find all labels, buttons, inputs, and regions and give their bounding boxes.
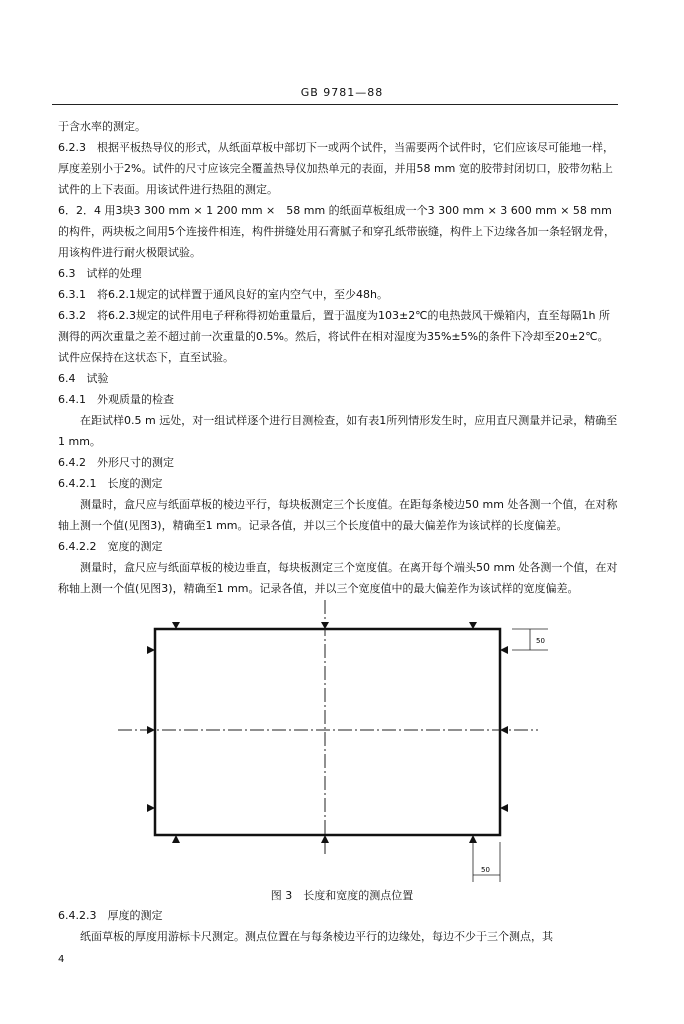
header-rule [52,104,618,105]
paragraph: 在距试样0.5 m 远处，对一组试样逐个进行目测检查，如有表1所列情形发生时，应用直尺测量并记录，精确至1 mm。 [58,414,618,448]
paragraph: 于含水率的测定。 [58,120,146,133]
paragraph: 测量时，盒尺应与纸面草板的棱边垂直，每块板测定三个宽度值。在离开每个端头50 mm 处各测一个值，在对称轴上测一个值(见图3)，精确至1 mm。记录各值，并以三个宽度值中的最大偏差作为该试样的宽度偏差。 [58,561,618,595]
running-header: GB 9781—88 [300,86,384,99]
paragraph: 6.3.1 将6.2.1规定的试样置于通风良好的室内空气中，至少48h。 [58,288,388,301]
subsection-heading: 6.4.2.1 长度的测定 [58,477,163,490]
figure-caption: 图 3 长度和宽度的测点位置 [270,889,414,902]
section-heading: 6.3 试样的处理 [58,267,142,280]
board-outline [155,629,500,835]
paragraph: 6.2.3 根据平板热导仪的形式，从纸面草板中部切下一或两个试件，当需要两个试件时，它们应该尽可能地一样，厚度差别小于2%。试件的尺寸应该完全覆盖热导仪加热单元的表面，并用58 mm 宽的胶带封闭切口，胶带勿粘上试件的上下表面。用该试件进行热阻的测定。 [58,141,614,196]
subsection-heading: 6.4.2.2 宽度的测定 [58,540,163,553]
page-number: 4 [58,954,65,965]
body-text [58,116,618,599]
measurement-diagram [0,592,684,912]
dim-label-right: 50 [536,637,545,645]
paragraph: 测量时，盒尺应与纸面草板的棱边平行，每块板测定三个长度值。在距每条棱边50 mm 处各测一个值，在对称轴上测一个值(见图3)，精确至1 mm。记录各值，并以三个长度值中的最大偏差作为该试样的长度偏差。 [58,498,618,532]
figure-3 [0,592,684,912]
subsection-heading: 6.4.2 外形尺寸的测定 [58,456,174,469]
paragraph: 6.3.2 将6.2.3规定的试件用电子秤称得初始重量后，置于温度为103±2℃的电热鼓风干燥箱内，直至每隔1h 所测得的两次重量之差不超过前一次重量的0.5%。然后，将试件在相对湿度为35%±5%的条件下冷却至20±2℃。试件应保持在这状态下，直至试验。 [58,309,611,364]
subsection-heading: 6.4.1 外观质量的检查 [58,393,174,406]
paragraph: 6．2．4 用3块3 300 mm × 1 200 mm × 58 mm 的纸面草板组成一个3 300 mm × 3 600 mm × 58 mm 的构件，两块板之间用5个连接件相连，构件拼缝处用石膏腻子和穿孔纸带嵌缝，构件上下边缘各加一条轻钢龙骨，用该构件进行耐火极限试验。 [58,204,615,259]
dim-label-bottom: 50 [481,866,490,874]
subsection-heading: 6.4.2.3 厚度的测定 [58,909,163,922]
paragraph: 纸面草板的厚度用游标卡尺测定。测点位置在与每条棱边平行的边缘处，每边不少于三个测点，其 [80,930,553,943]
section-heading: 6.4 试验 [58,372,109,385]
body-text-continued [58,905,618,947]
